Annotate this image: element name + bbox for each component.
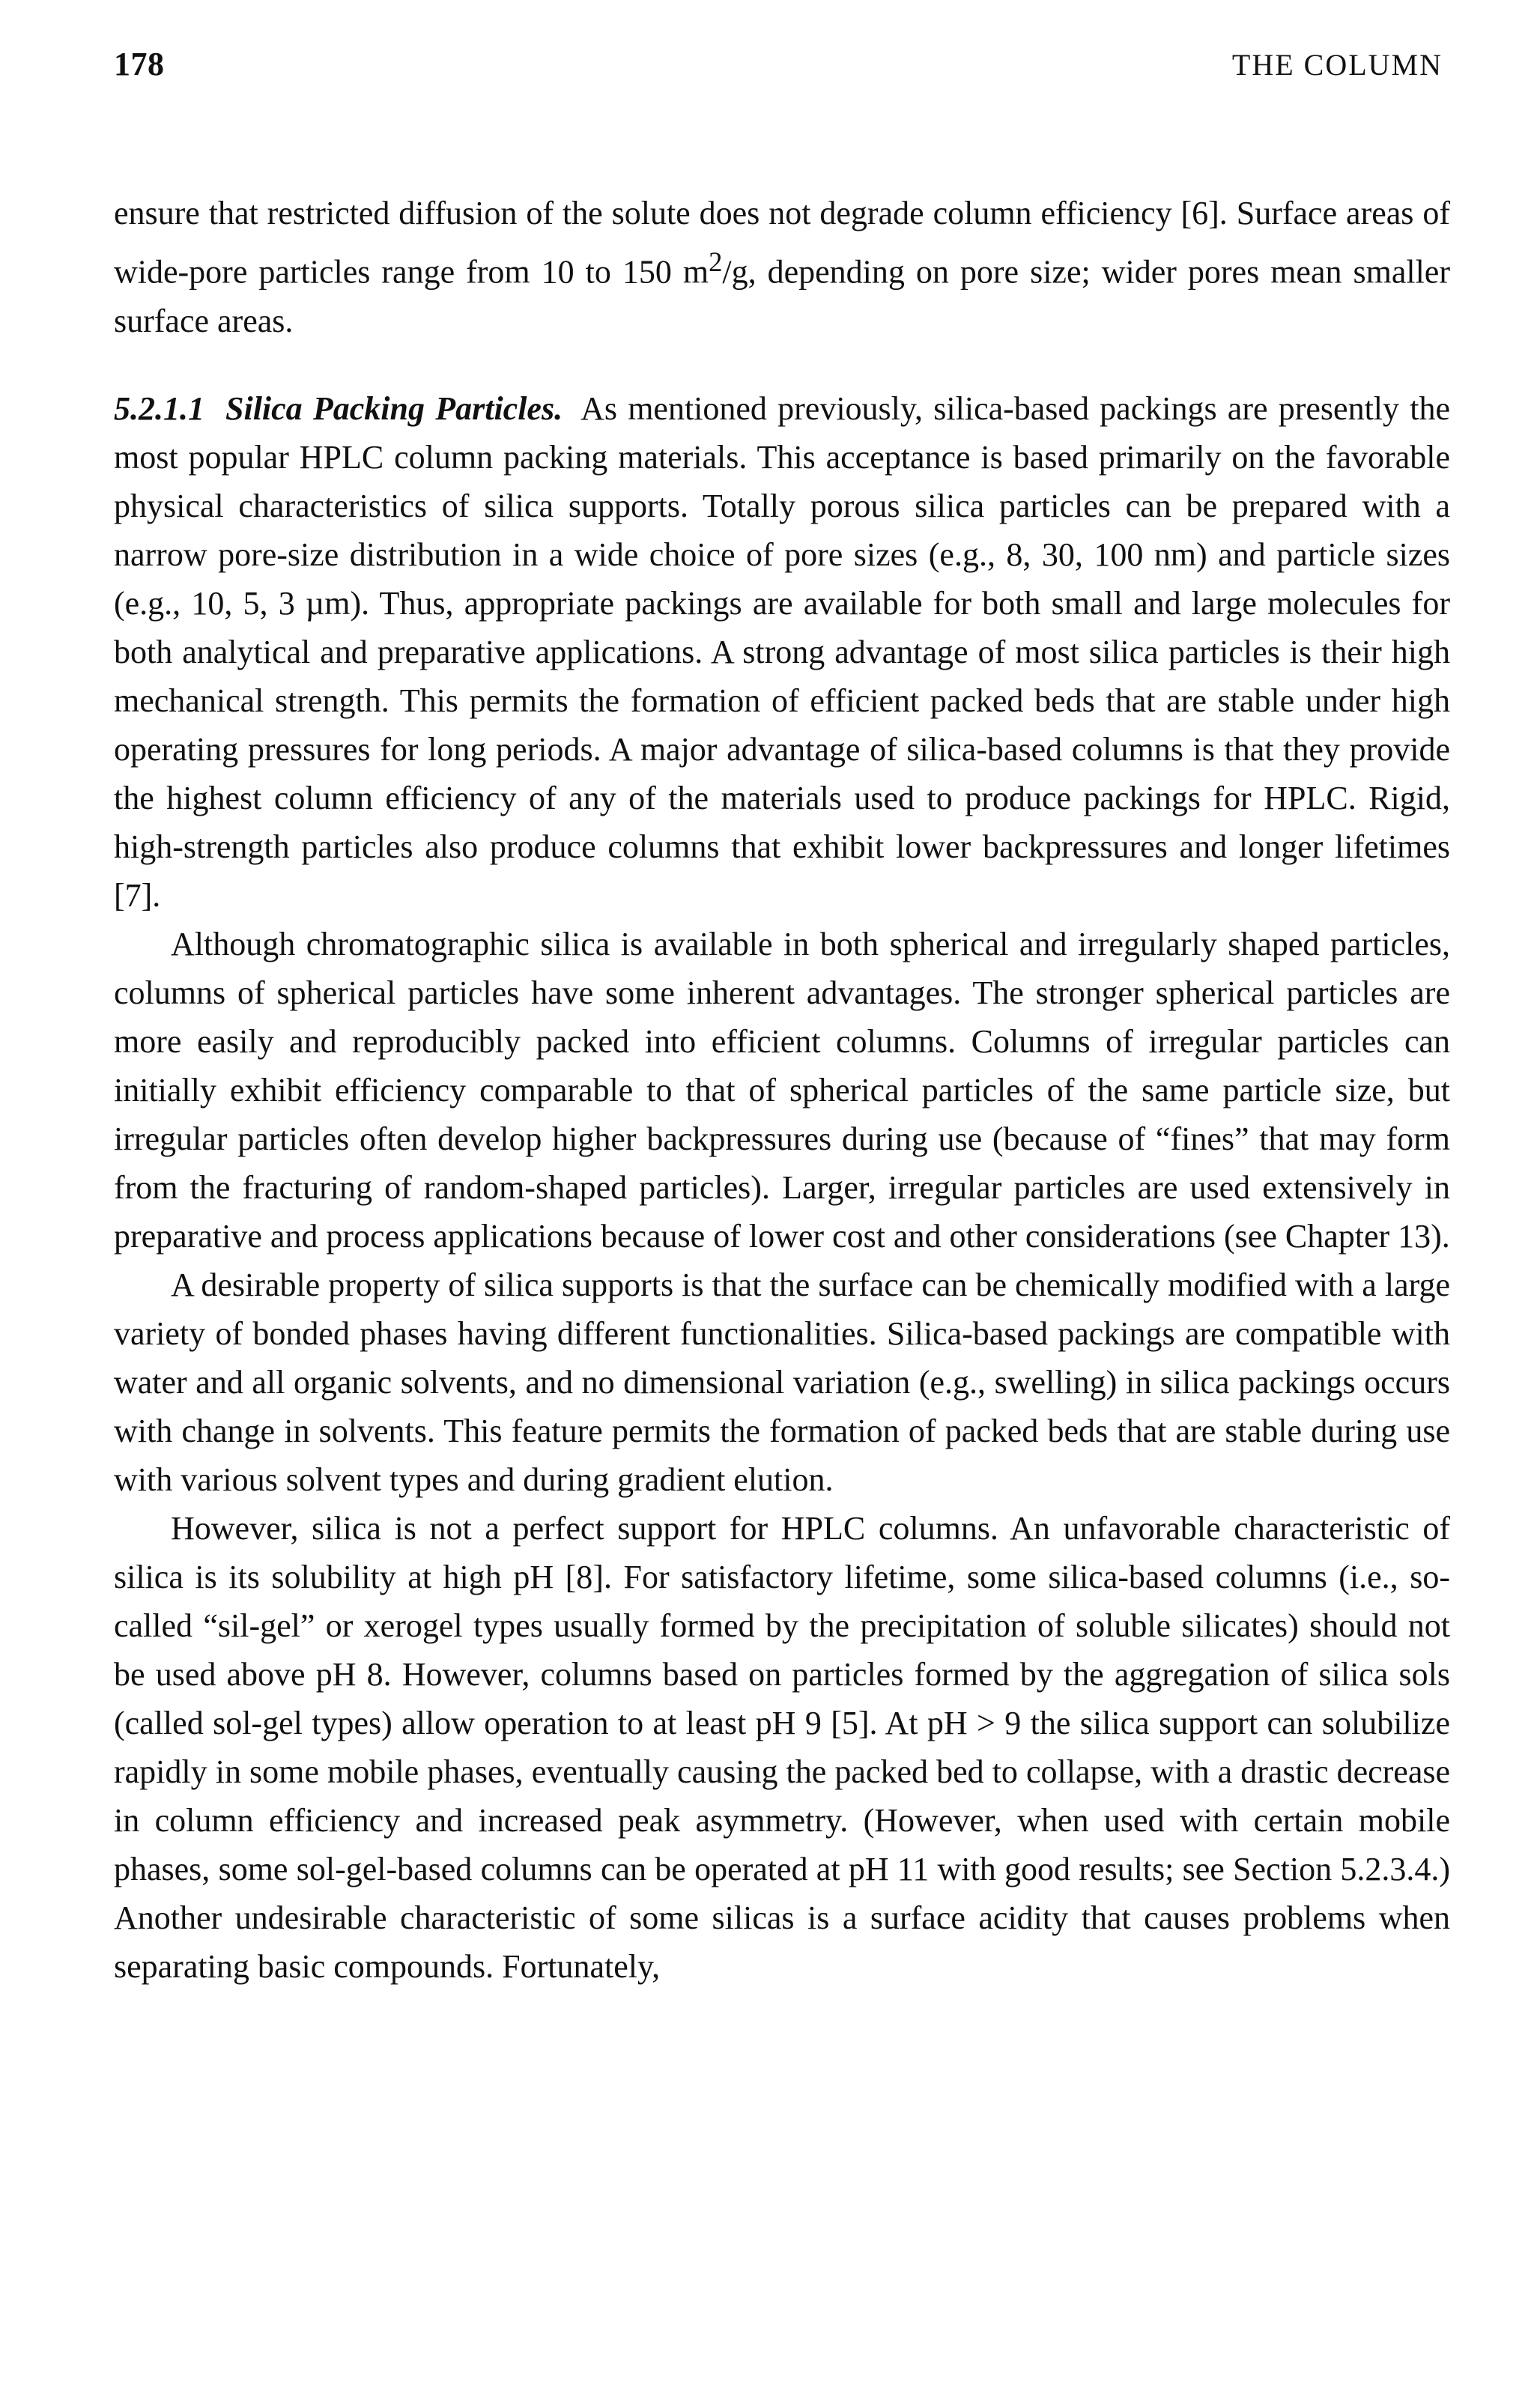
paragraph-spherical-particles: Although chromatographic silica is available in both spherical and irregularly shaped particles, columns of spherical particles have some inherent advantages. The stronger spherical particles are more easily and reproducibly packed into efficient columns. Columns of irregular particles can initially exhibit efficiency comparable to that of spherical particles of the same particle size, but irregular particles often develop higher backpressures during use (because of “fines” that may form from the fracturing of random-shaped particles). Larger, irregular particles are used extensively in preparative and process applications because of lower cost and other considerations (see Chapter 13). [114, 925, 1450, 1255]
book-page [114, 45, 1450, 1991]
section-silica-packing-particles [114, 384, 1450, 920]
running-header [114, 45, 1450, 105]
superscript: 2 [709, 246, 723, 277]
paragraph-text: ensure that restricted diffusion of the solute does not degrade column efficiency [6]. Surface areas of wide-pore particles range from 10 to 150 m [114, 195, 1450, 291]
body-text [114, 189, 1450, 1991]
page-number: 178 [114, 46, 165, 82]
paragraph-silica-solubility: However, silica is not a perfect support for HPLC columns. An unfavorable characteristic of silica is its solubility at high pH [8]. For satisfactory lifetime, some silica-based columns (i.e., so-called “sil-gel” or xerogel types usually formed by the precipitation of soluble silicates) should not be used above pH 8. However, columns based on particles formed by the aggregation of silica sols (called sol-gel types) allow operation to at least pH 9 [5]. At pH > 9 the silica support can solubilize rapidly in some mobile phases, eventually causing the packed bed to collapse, with a drastic decrease in column efficiency and increased peak asymmetry. (However, when used with certain mobile phases, some sol-gel-based columns can be operated at pH 11 with good results; see Section 5.2.3.4.) Another undesirable characteristic of some silicas is a surface acidity that causes problems when separating basic compounds. Fortunately, [114, 1509, 1450, 1985]
paragraph-bonded-phases: A desirable property of silica supports is that the surface can be chemically modified with a large variety of bonded phases having different functionalities. Silica-based packings are compatible with water and all organic solvents, and no dimensional variation (e.g., swelling) in silica packings occurs with change in solvents. This feature permits the formation of packed beds that are stable during use with various solvent types and during gradient elution. [114, 1266, 1450, 1498]
paragraph-surface-areas [114, 189, 1450, 345]
paragraph-text: /g, depending on pore size; wider pores mean smaller surface areas. [114, 253, 1450, 339]
section-text: As mentioned previously, silica-based packings are presently the most popular HPLC column packing materials. This acceptance is based primarily on the favorable physical characteristics of silica supports. Totally porous silica particles can be prepared with a narrow pore-size distribution in a wide choice of pore sizes (e.g., 8, 30, 100 nm) and particle sizes (e.g., 10, 5, 3 µm). Thus, appropriate packings are available for both small and large molecules for both analytical and preparative applications. A strong advantage of most silica particles is their high mechanical strength. This permits the formation of efficient packed beds that are stable under high operating pressures for long periods. A major advantage of silica-based columns is that they provide the highest column efficiency of any of the materials used to produce packings for HPLC. Rigid, high-strength particles also produce columns that exhibit lower backpressures and longer lifetimes [7]. [114, 389, 1450, 914]
section-title: Silica Packing Particles. [225, 389, 563, 427]
section-number: 5.2.1.1 [114, 389, 204, 427]
running-title: THE COLUMN [1231, 48, 1443, 82]
